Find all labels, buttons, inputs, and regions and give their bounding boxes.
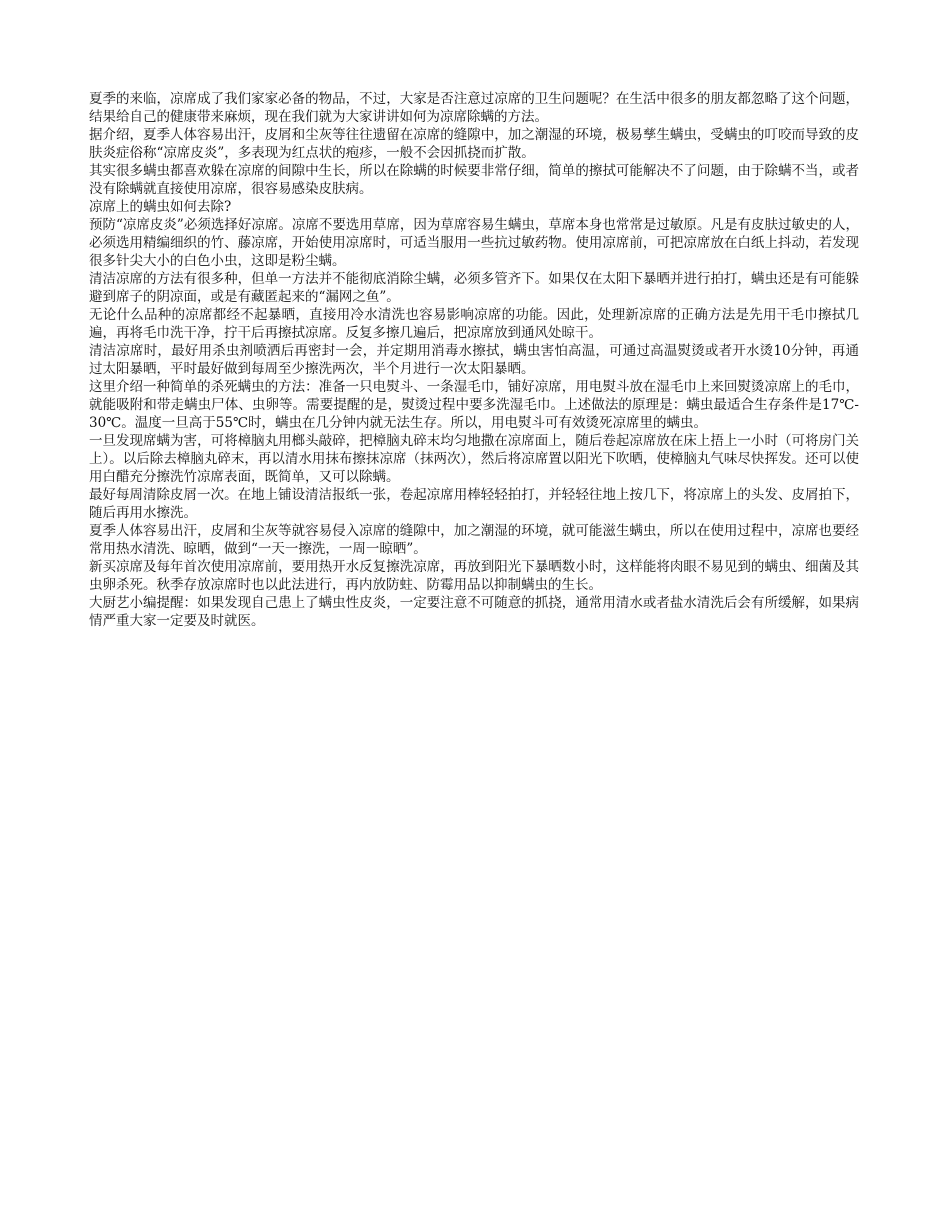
paragraph-choose-mat: 预防“凉席皮炎”必须选择好凉席。凉席不要选用草席，因为草席容易生螨虫，草席本身也常常是过敏原。凡是有皮肤过敏史的人，必须选用精编细织的竹、藤凉席，开始使用凉席时，可适当服用一些抗过敏药物。使用凉席前，可把凉席放在白纸上抖动，若发现很多针尖大小的白色小虫，这即是粉尘螨。 [89,217,859,269]
paragraph-insecticide: 清洁凉席时，最好用杀虫剂喷洒后再密封一会，并定期用消毒水擦拭，螨虫害怕高温，可通过高温熨烫或者开水烫10分钟，再通过太阳暴晒，平时最好做到每周至少擦洗两次，半个月进行一次太阳暴晒。 [89,343,859,377]
paragraph-clean-methods: 清洁凉席的方法有很多种，但单一方法并不能彻底消除尘螨，必须多管齐下。如果仅在太阳下暴晒并进行拍打，螨虫还是有可能躲避到席子的阴凉面，或是有藏匿起来的“漏网之鱼”。 [89,271,859,305]
paragraph-reminder: 大厨艺小编提醒：如果发现自己患上了螨虫性皮炎，一定要注意不可随意的抓挠，通常用清水或者盐水清洗后会有所缓解，如果病情严重大家一定要及时就医。 [89,595,859,629]
paragraph-hiding: 其实很多螨虫都喜欢躲在凉席的间隙中生长，所以在除螨的时候要非常仔细，简单的擦拭可能解决不了问题，由于除螨不当，或者没有除螨就直接使用凉席，很容易感染皮肤病。 [89,163,859,197]
paragraph-cause: 据介绍，夏季人体容易出汗，皮屑和尘灰等往往遗留在凉席的缝隙中，加之潮湿的环境，极易孳生螨虫，受螨虫的叮咬而导致的皮肤炎症俗称“凉席皮炎”，多表现为红点状的疱疹，一般不会因抓挠而扩散。 [89,127,859,161]
paragraph-first-use: 新买凉席及每年首次使用凉席前，要用热开水反复擦洗凉席，再放到阳光下暴晒数小时，这样能将肉眼不易见到的螨虫、细菌及其虫卵杀死。秋季存放凉席时也以此法进行，再内放防蛀、防霉用品以抑制螨虫的生长。 [89,559,859,593]
paragraph-intro: 夏季的来临，凉席成了我们家家必备的物品，不过，大家是否注意过凉席的卫生问题呢？在生活中很多的朋友都忽略了这个问题，结果给自己的健康带来麻烦，现在我们就为大家讲讲如何为凉席除螨的方法。 [89,91,859,125]
paragraph-iron-method: 这里介绍一种简单的杀死螨虫的方法：准备一只电熨斗、一条湿毛巾，铺好凉席，用电熨斗放在湿毛巾上来回熨烫凉席上的毛巾，就能吸附和带走螨虫尸体、虫卵等。需要提醒的是，熨烫过程中要多洗湿毛巾。上述做法的原理是：螨虫最适合生存条件是17℃-30℃。温度一旦高于55℃时，螨虫在几分钟内就无法生存。所以，用电熨斗可有效烫死凉席里的螨虫。 [89,379,859,431]
article-body [89,90,859,630]
paragraph-new-mat: 无论什么品种的凉席都经不起暴晒，直接用冷水清洗也容易影响凉席的功能。因此，处理新凉席的正确方法是先用干毛巾擦拭几遍，再将毛巾洗干净，拧干后再擦拭凉席。反复多擦几遍后，把凉席放到通风处晾干。 [89,307,859,341]
paragraph-summer: 夏季人体容易出汗，皮屑和尘灰等就容易侵入凉席的缝隙中，加之潮湿的环境，就可能滋生螨虫，所以在使用过程中，凉席也要经常用热水清洗、晾晒，做到“一天一擦洗，一周一晾晒”。 [89,523,859,557]
paragraph-camphor: 一旦发现席螨为害，可将樟脑丸用榔头敲碎，把樟脑丸碎末均匀地撒在凉席面上，随后卷起凉席放在床上捂上一小时（可将房门关上）。以后除去樟脑丸碎末，再以清水用抹布擦抹凉席（抹两次），然后将凉席置以阳光下吹晒，使樟脑丸气味尽快挥发。还可以使用白醋充分擦洗竹凉席表面，既简单，又可以除螨。 [89,433,859,485]
paragraph-weekly: 最好每周清除皮屑一次。在地上铺设清洁报纸一张，卷起凉席用棒轻轻拍打，并轻轻往地上按几下，将凉席上的头发、皮屑拍下，随后再用水擦洗。 [89,487,859,521]
section-heading: 凉席上的螨虫如何去除? [89,199,232,215]
